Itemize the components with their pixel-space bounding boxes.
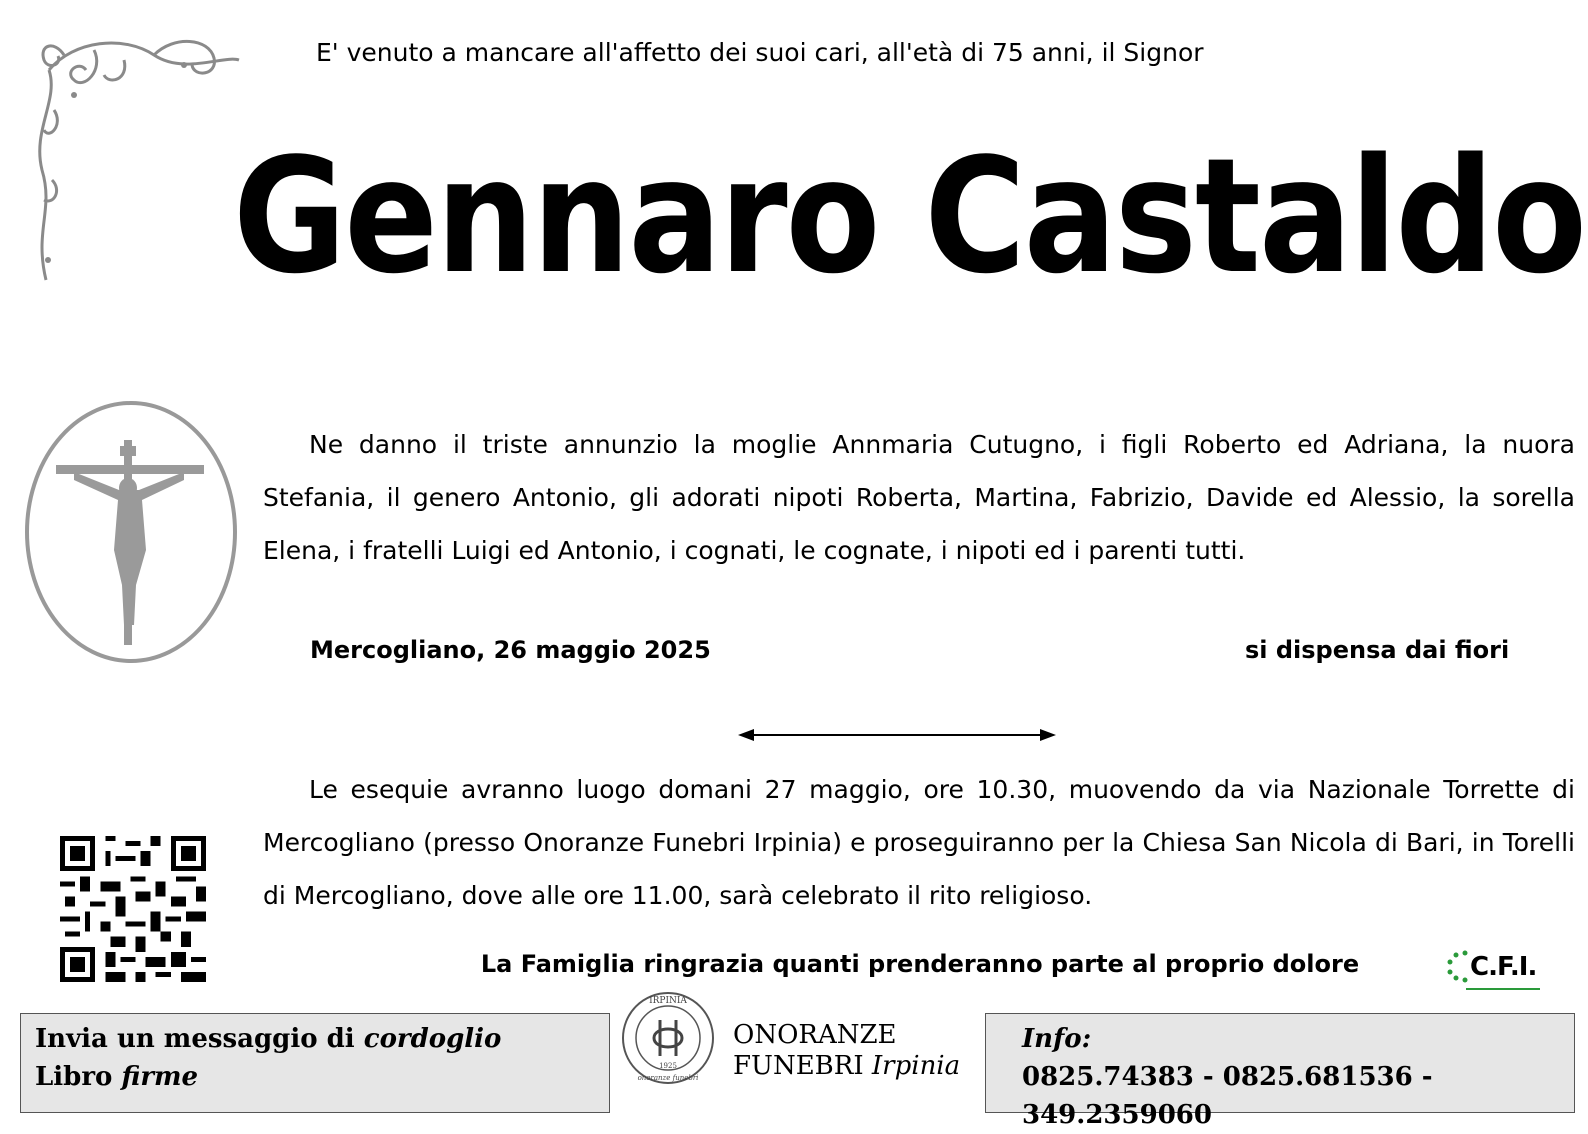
double-arrow-icon — [738, 726, 1056, 744]
info-box — [985, 1013, 1575, 1130]
cfi-logo — [1444, 950, 1544, 996]
place-date: Mercogliano, 26 maggio 2025 — [310, 636, 711, 664]
crucifix-icon — [24, 400, 238, 664]
flowers-note: si dispensa dai fiori — [1245, 636, 1510, 664]
cfi-logo-text: C.F.I. — [1470, 952, 1537, 982]
svg-text:onoranze funebri: onoranze funebri — [637, 1074, 699, 1082]
funeral-details: Le esequie avranno luogo domani 27 maggio, ore 10.30, muovendo da via Nazionale Torrette di Mercogliano (presso Onoranze Funebri Irpinia) e proseguiranno per la Chiesa San Nicola di Bari, in Torelli di Mercogliano, dove alle ore 11.00, sarà celebrato il rito religioso. — [263, 775, 1575, 910]
phone-numbers[interactable]: 0825.74383 - 0825.681536 - 349.2359060 — [1022, 1062, 1433, 1130]
funeral-home-seal — [620, 990, 716, 1086]
thanks-message: La Famiglia ringrazia quanti prenderanno parte al proprio dolore — [480, 950, 1360, 978]
info-label: Info: — [1022, 1024, 1092, 1054]
intro-text: E' venuto a mancare all'affetto dei suoi cari, all'età di 75 anni, il Signor — [316, 38, 1204, 67]
guestbook-link[interactable]: Libro firme — [35, 1062, 199, 1092]
deceased-name: Gennaro Castaldo — [233, 123, 1585, 309]
funeral-home-name: ONORANZE FUNEBRI Irpinia — [733, 1020, 961, 1081]
family-announcement: Ne danno il triste annunzio la moglie Annmaria Cutugno, i figli Roberto ed Adriana, la nuora Stefania, il genero Antonio, gli adorati nipoti Roberta, Martina, Fabrizio, Davide ed Alessio, la sorella Elena, i fratelli Luigi ed Antonio, i cognati, le cognate, i nipoti ed i parenti tutti. — [263, 430, 1575, 565]
svg-text:IRPINIA: IRPINIA — [649, 996, 687, 1006]
svg-text:1925: 1925 — [659, 1062, 677, 1070]
condolence-link[interactable]: Invia un messaggio di cordoglio — [35, 1024, 502, 1054]
condolence-box[interactable] — [20, 1013, 610, 1113]
